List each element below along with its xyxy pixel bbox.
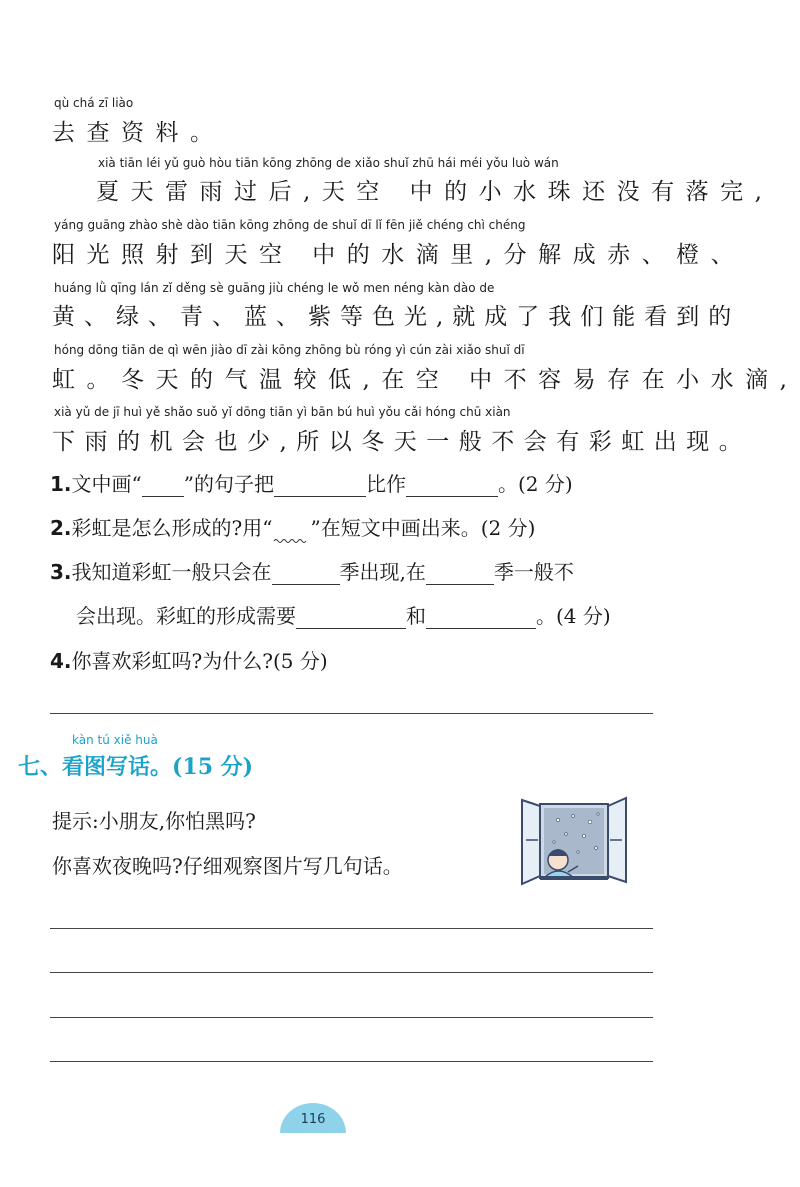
question-2 <box>50 512 535 541</box>
passage-line-4: 虹。冬天的气温较低,在空 中不容易存在小水滴, <box>52 367 799 393</box>
answer-blank[interactable] <box>274 476 366 497</box>
page-number-badge <box>278 1100 348 1134</box>
answer-blank[interactable] <box>426 608 536 629</box>
passage-line-5: 下雨的机会也少,所以冬天一般不会有彩虹出现。 <box>52 429 752 455</box>
question-3 <box>50 556 574 585</box>
passage-line-1: 夏天雷雨过后,天空 中的小水珠还没有落完, <box>96 179 774 205</box>
passage-line-0: 去查资料。 <box>52 120 225 146</box>
writing-line[interactable] <box>50 928 653 929</box>
pinyin-line-2: yáng guāng zhào shè dào tiān kōng zhōng de shuǐ dī lǐ fēn jiě chéng chì chéng <box>54 218 526 232</box>
question-text: ”的句子把 <box>183 472 274 496</box>
pinyin-line-5: xià yǔ de jī huì yě shǎo suǒ yǐ dōng tiān yì bān bú huì yǒu cǎi hóng chū xiàn <box>54 405 511 419</box>
question-number: 4. <box>50 649 72 673</box>
wavy-underline-icon <box>272 525 310 541</box>
answer-line[interactable] <box>50 713 653 714</box>
question-3-continued <box>76 600 611 629</box>
passage-line-3: 黄、绿、青、蓝、紫等色光,就成了我们能看到的 <box>52 304 741 330</box>
passage-line-2: 阳光照射到天空 中的水滴里,分解成赤、橙、 <box>52 242 746 268</box>
question-text: 彩虹是怎么形成的?用“ <box>71 516 273 540</box>
writing-line[interactable] <box>50 1017 653 1018</box>
pinyin-line-3: huáng lǜ qīng lán zǐ děng sè guāng jiù chéng le wǒ men néng kàn dào de <box>54 281 495 295</box>
question-text: 和 <box>406 604 426 628</box>
pinyin-line-0: qù chá zī liào <box>54 96 134 110</box>
night-window-illustration <box>518 796 630 886</box>
answer-blank[interactable] <box>142 476 184 497</box>
question-number: 3. <box>50 560 72 584</box>
section-7-prompt: 你喜欢夜晚吗?仔细观察图片写几句话。 <box>52 854 403 878</box>
question-4 <box>50 645 328 674</box>
answer-blank[interactable] <box>406 476 498 497</box>
question-text: 你喜欢彩虹吗?为什么?(5 分) <box>71 649 328 673</box>
question-text: 。(2 分) <box>497 472 573 496</box>
pinyin-line-1: xià tiān léi yǔ guò hòu tiān kōng zhōng de xiǎo shuǐ zhū hái méi yǒu luò wán <box>98 156 559 170</box>
question-number: 2. <box>50 516 72 540</box>
section-7-title: 七、看图写话。(15 分) <box>18 754 254 780</box>
pinyin-line-4: hóng dōng tiān de qì wēn jiào dī zài kōng zhōng bù róng yì cún zài xiǎo shuǐ dī <box>54 343 525 357</box>
section-7-hint: 提示:小朋友,你怕黑吗? <box>52 809 256 833</box>
question-text: 文中画“ <box>71 472 142 496</box>
question-number: 1. <box>50 472 72 496</box>
question-text: 。(4 分) <box>536 604 611 628</box>
question-text: 比作 <box>365 472 406 496</box>
answer-blank[interactable] <box>426 564 494 585</box>
writing-line[interactable] <box>50 972 653 973</box>
page-number: 116 <box>300 1112 326 1127</box>
section-7-pinyin: kàn tú xiě huà <box>72 733 158 747</box>
writing-line[interactable] <box>50 1061 653 1062</box>
question-text: 季出现,在 <box>339 560 426 584</box>
question-text: 我知道彩虹一般只会在 <box>71 560 272 584</box>
question-text: 会出现。彩虹的形成需要 <box>76 604 296 628</box>
answer-blank[interactable] <box>272 564 340 585</box>
answer-blank[interactable] <box>296 608 406 629</box>
question-1 <box>50 468 573 497</box>
question-text: ”在短文中画出来。(2 分) <box>310 516 536 540</box>
question-text: 季一般不 <box>493 560 574 584</box>
